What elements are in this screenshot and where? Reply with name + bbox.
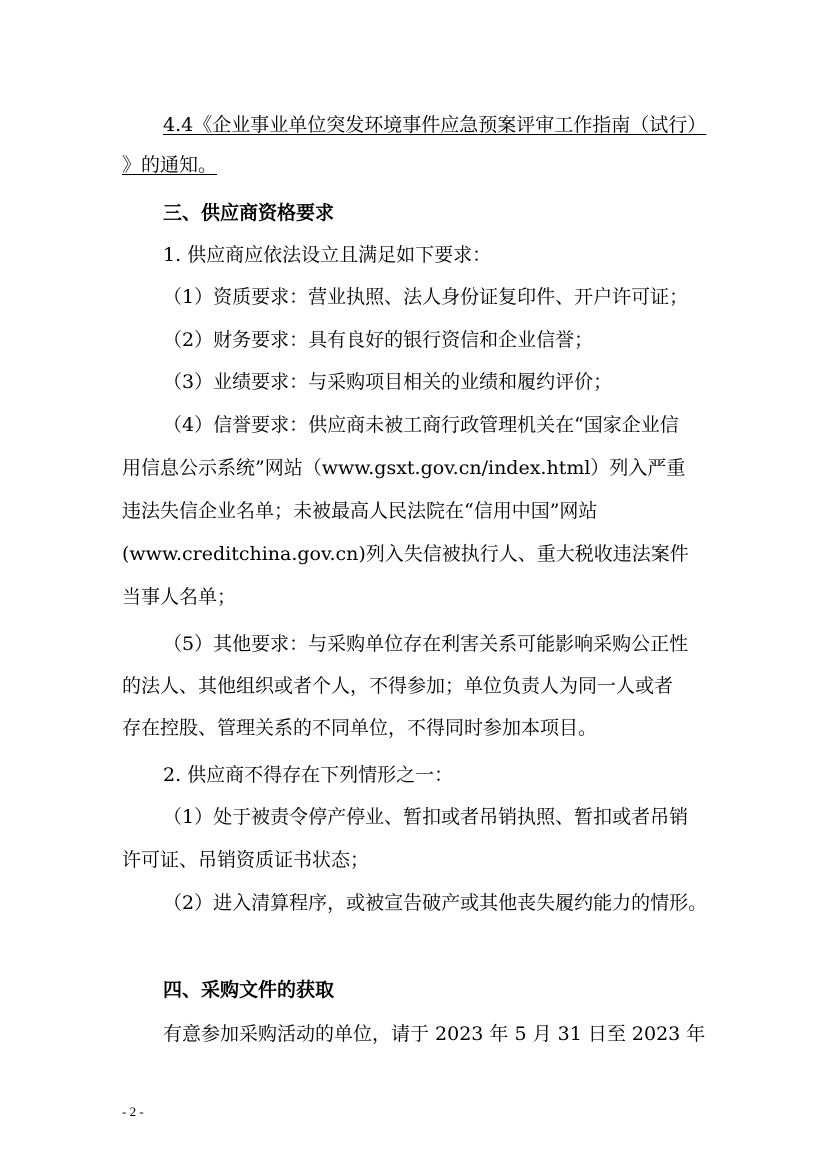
text-line: 4.4《企业事业单位突发环境事件应急预案评审工作指南（试行）	[163, 114, 707, 136]
text-line: （2）财务要求：具有良好的银行资信和企业信誉；	[163, 329, 594, 351]
text-line: 存在控股、管理关系的不同单位，不得同时参加本项目。	[122, 717, 598, 739]
text-line: 许可证、吊销资质证书状态；	[122, 849, 370, 871]
text-line: （1）处于被责令停产停业、暂扣或者吊销执照、暂扣或者吊销	[163, 806, 689, 828]
text-line: (www.creditchina.gov.cn)列入失信被执行人、重大税收违法案件	[122, 543, 689, 565]
text-line: （4）信誉要求：供应商未被工商行政管理机关在“国家企业信	[163, 414, 679, 436]
text-line: （1）资质要求：营业执照、法人身份证复印件、开户许可证；	[163, 286, 689, 308]
section-heading: 四、采购文件的获取	[163, 979, 335, 1001]
section-heading: 三、供应商资格要求	[163, 202, 335, 224]
text-line: 有意参加采购活动的单位，请于 2023 年 5 月 31 日至 2023 年	[163, 1023, 706, 1045]
text-line: 当事人名单；	[122, 586, 237, 608]
page-number: - 2 -	[122, 1104, 144, 1119]
text-line: （5）其他要求：与采购单位存在利害关系可能影响采购公正性	[163, 633, 689, 655]
text-line: 的法人、其他组织或者个人，不得参加；单位负责人为同一人或者	[122, 675, 674, 697]
text-line: 用信息公示系统”网站（www.gsxt.gov.cn/index.html）列入严重	[122, 457, 686, 479]
text-line: 1. 供应商应依法设立且满足如下要求：	[163, 244, 492, 266]
text-line: （3）业绩要求：与采购项目相关的业绩和履约评价；	[163, 371, 613, 393]
text-line: （2）进入清算程序，或被宣告破产或其他丧失履约能力的情形。	[163, 892, 708, 914]
text-line: 违法失信企业名单；未被最高人民法院在“信用中国”网站	[122, 500, 598, 522]
text-line: 2. 供应商不得存在下列情形之一：	[163, 764, 454, 786]
text-line: 》的通知。	[122, 154, 218, 176]
